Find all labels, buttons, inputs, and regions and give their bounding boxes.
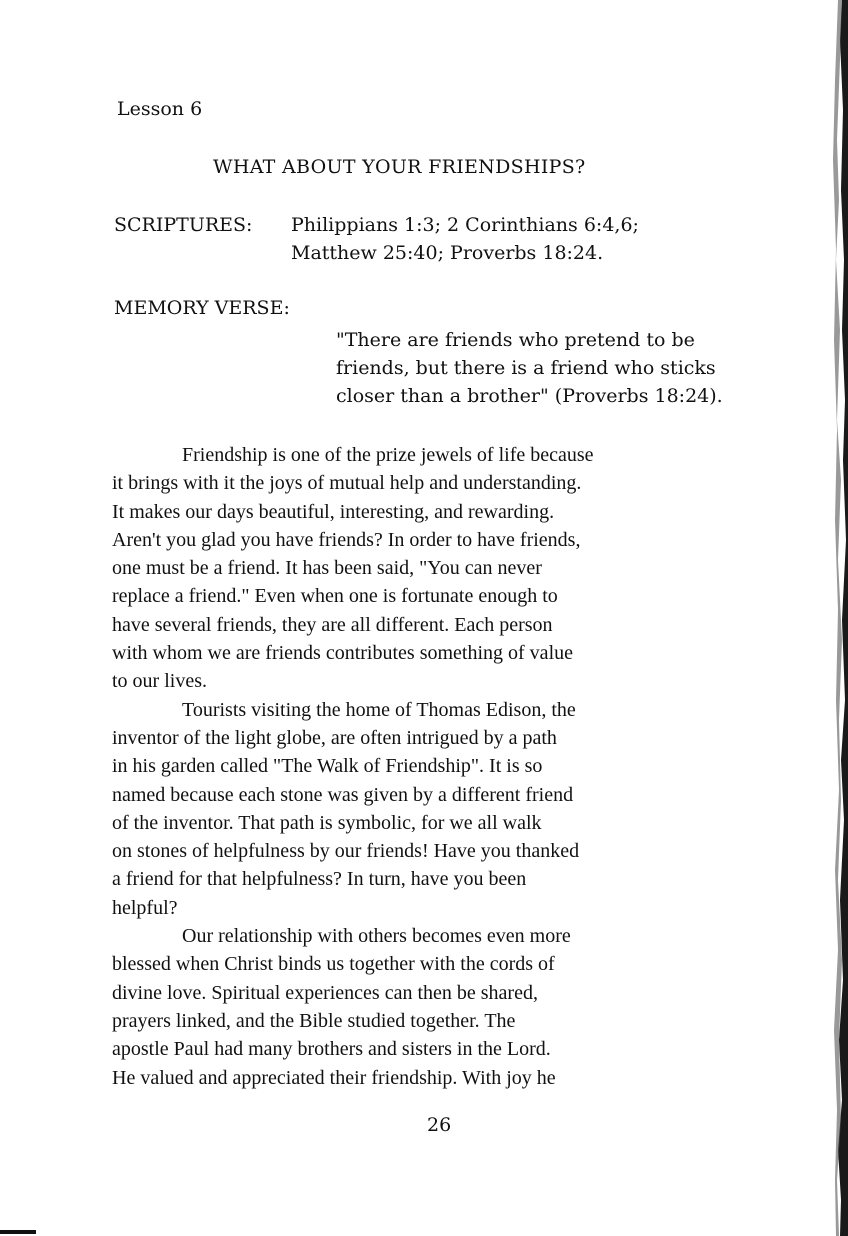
paragraph-line: Aren't you glad you have friends? In order to have friends,: [112, 528, 581, 551]
paragraph-line: divine love. Spiritual experiences can then be shared,: [112, 981, 538, 1004]
page-title: WHAT ABOUT YOUR FRIENDSHIPS?: [213, 156, 586, 178]
memory-verse-line: closer than a brother" (Proverbs 18:24).: [336, 385, 723, 407]
paragraph-line: Tourists visiting the home of Thomas Edison, the: [182, 698, 576, 721]
paragraph-line: have several friends, they are all different. Each person: [112, 613, 553, 636]
scripture-line: Matthew 25:40; Proverbs 18:24.: [291, 242, 604, 264]
page-number: 26: [427, 1114, 452, 1136]
paragraph-line: Our relationship with others becomes even more: [182, 925, 571, 948]
paragraph-line: with whom we are friends contributes something of value: [112, 642, 573, 665]
paragraph-line: blessed when Christ binds us together with the cords of: [112, 953, 555, 976]
paragraph-line: in his garden called "The Walk of Friendship". It is so: [112, 755, 543, 778]
body-text: [112, 441, 802, 1092]
memory-verse-line: "There are friends who pretend to be: [336, 329, 695, 351]
paragraph-line: of the inventor. That path is symbolic, for we all walk: [112, 811, 542, 834]
memory-verse-line: friends, but there is a friend who sticks: [336, 357, 716, 379]
scriptures-label: SCRIPTURES:: [114, 214, 253, 236]
memory-verse-text: [336, 326, 806, 410]
scan-edge-mark: [0, 1230, 36, 1234]
paragraph-line: He valued and appreciated their friendship. With joy he: [112, 1066, 556, 1089]
scan-edge-shadow: [824, 0, 848, 1236]
paragraph-line: Friendship is one of the prize jewels of life because: [182, 444, 594, 466]
memory-verse-label: MEMORY VERSE:: [114, 297, 290, 319]
paragraph-line: to our lives.: [112, 670, 207, 693]
paragraph-line: one must be a friend. It has been said, "You can never: [112, 557, 542, 580]
lesson-number: Lesson 6: [117, 98, 203, 120]
paragraph-line: it brings with it the joys of mutual help and understanding.: [112, 472, 582, 495]
scripture-references: [291, 211, 639, 267]
paragraph-line: It makes our days beautiful, interesting, and rewarding.: [112, 500, 555, 523]
paragraph-line: apostle Paul had many brothers and sisters in the Lord.: [112, 1038, 551, 1061]
paragraph-line: on stones of helpfulness by our friends! Have you thanked: [112, 840, 580, 863]
scripture-line: Philippians 1:3; 2 Corinthians 6:4,6;: [291, 214, 639, 236]
paragraph-line: a friend for that helpfulness? In turn, have you been: [112, 868, 527, 891]
paragraph-line: named because each stone was given by a different friend: [112, 783, 574, 806]
paragraph-line: inventor of the light globe, are often intrigued by a path: [112, 726, 557, 749]
paragraph-line: prayers linked, and the Bible studied together. The: [112, 1009, 516, 1032]
paragraph-line: helpful?: [112, 896, 178, 919]
paragraph-line: replace a friend." Even when one is fortunate enough to: [112, 585, 558, 608]
